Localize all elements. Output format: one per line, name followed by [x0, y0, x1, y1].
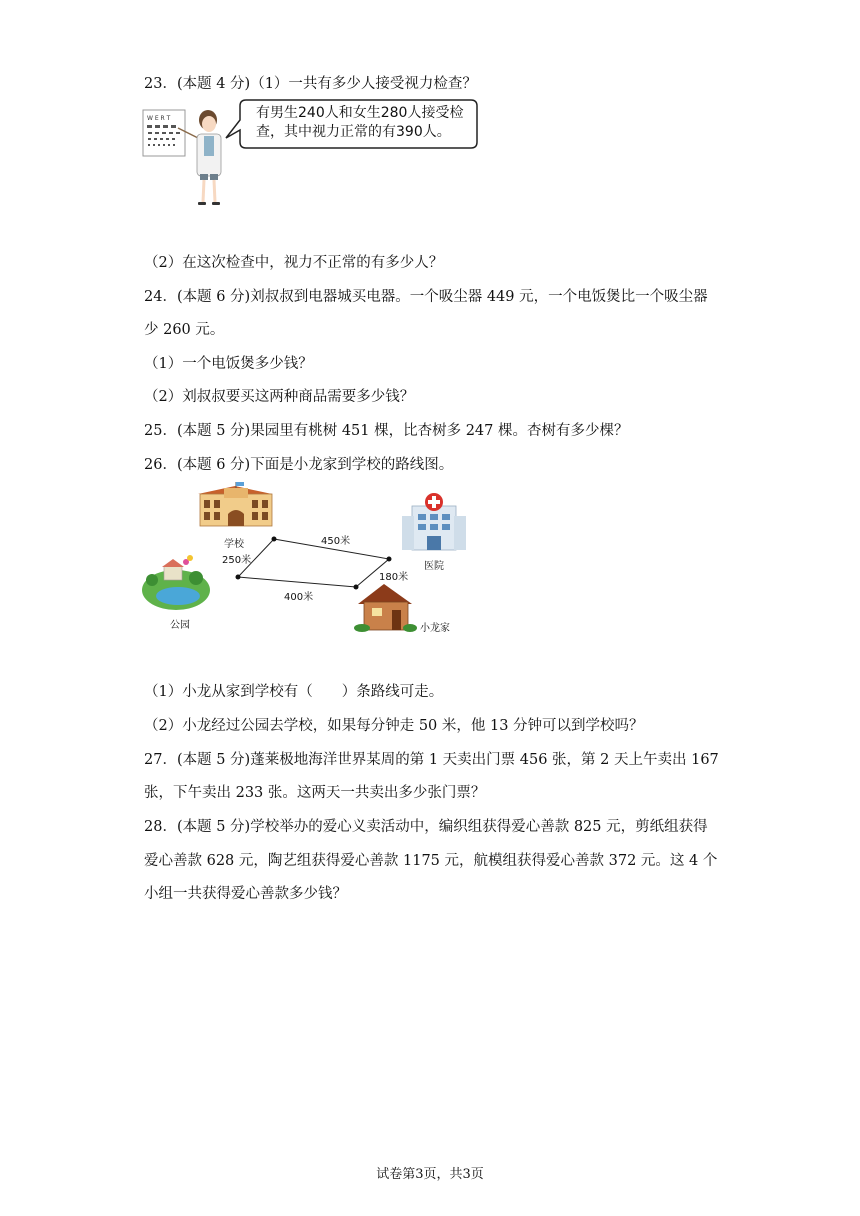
- label-school-park-distance: 250米: [222, 555, 252, 566]
- label-park: 公园: [170, 620, 190, 631]
- school-point: [272, 537, 277, 542]
- park-point: [236, 575, 241, 580]
- home-point: [354, 585, 359, 590]
- bubble-text-line-2: 查，其中视力正常的有390人。: [256, 124, 451, 140]
- q27-line-1: 27．(本题 5 分)蓬莱极地海洋世界某周的第 1 天卖出门票 456 张，第 2 天上午卖出 167: [144, 752, 719, 768]
- label-school: 学校: [224, 539, 244, 550]
- q26-line-1: 26．(本题 6 分)下面是小龙家到学校的路线图。: [144, 457, 454, 473]
- label-park-home-distance: 400米: [284, 592, 314, 603]
- q24-line-1: 24．(本题 6 分)刘叔叔到电器城买电器。一个吸尘器 449 元，一个电饭煲比一个吸尘器: [144, 289, 708, 305]
- q26-line-2: （1）小龙从家到学校有（ ）条路线可走。: [144, 684, 444, 700]
- hospital-point: [387, 557, 392, 562]
- page-footer: 试卷第3页，共3页: [376, 1167, 484, 1182]
- q27-line-2: 张，下午卖出 233 张。这两天一共卖出多少张门票？: [144, 785, 486, 801]
- q24-line-2: 少 260 元。: [144, 322, 225, 338]
- route-lines: [238, 539, 389, 587]
- park-icon: [142, 555, 210, 610]
- q28-line-1: 28．(本题 5 分)学校举办的爱心义卖活动中，编织组获得爱心善款 825 元，剪纸组获得: [144, 819, 708, 835]
- school-icon: [198, 482, 272, 526]
- q23-line-1: 23．(本题 4 分)（1）一共有多少人接受视力检查？: [144, 76, 477, 92]
- label-hospital: 医院: [424, 561, 444, 572]
- label-school-hospital-distance: 450米: [321, 536, 351, 547]
- q24-line-4: （2）刘叔叔要买这两种商品需要多少钱？: [144, 389, 415, 405]
- q28-line-2: 爱心善款 628 元，陶艺组获得爱心善款 1175 元，航模组获得爱心善款 372 元。这 4 个: [144, 853, 718, 869]
- bubble-text-line-1: 有男生240人和女生280人接受检: [256, 105, 464, 121]
- hospital-icon: [402, 493, 466, 550]
- label-home: 小龙家: [420, 623, 450, 634]
- doctor-figure: [197, 110, 221, 205]
- q26-line-3: （2）小龙经过公园去学校，如果每分钟走 50 米，他 13 分钟可以到学校吗？: [144, 718, 644, 734]
- q23-line-2: （2）在这次检查中，视力不正常的有多少人？: [144, 255, 444, 271]
- q28-line-3: 小组一共获得爱心善款多少钱？: [144, 886, 347, 902]
- q25-line-1: 25．(本题 5 分)果园里有桃树 451 棵，比杏树多 247 棵。杏树有多少棵？: [144, 423, 629, 439]
- home-icon: [354, 584, 417, 632]
- q24-line-3: （1）一个电饭煲多少钱？: [144, 356, 313, 372]
- eye-chart-text: W E R T: [147, 115, 171, 122]
- label-hospital-home-distance: 180米: [379, 572, 409, 583]
